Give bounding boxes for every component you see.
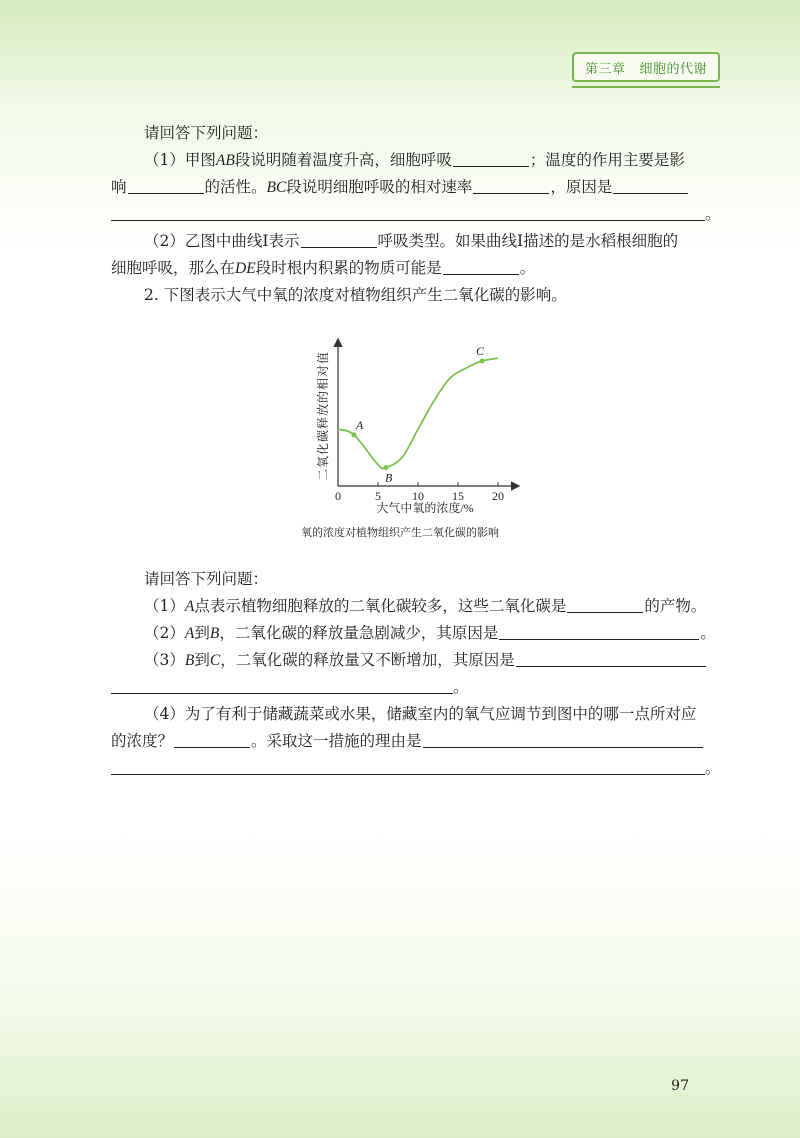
x-tick-label: 15 [452,489,464,503]
q2-sub4-line3: 。 [111,756,717,780]
x-tick-label: 5 [375,489,381,503]
answer-blank[interactable] [473,178,549,194]
q2-sub4-line2: 的浓度？ 。采取这一措施的理由是 [111,729,717,753]
q2-sub3-line2: 。 [111,675,717,699]
answer-blank[interactable] [499,624,699,640]
y-axis-label: 二氧化碳释放的相对值 [316,350,330,482]
answer-blank[interactable] [423,732,703,748]
answer-blank[interactable] [443,259,519,275]
q1-part1-line2: 响 的活性。BC段说明细胞呼吸的相对速率 ，原因是 [111,175,717,200]
answer-blank[interactable] [516,651,706,667]
q1-part1-line3: 。 [111,202,717,226]
q2-sub3-line1: （3）B到C，二氧化碳的释放量又不断增加，其原因是 [111,648,717,673]
q2-sub1: （1）A点表示植物细胞释放的二氧化碳较多，这些二氧化碳是 的产物。 [144,597,707,615]
data-point-label-a: A [356,417,364,432]
page-number: 97 [671,1078,689,1094]
answer-blank[interactable] [111,205,705,221]
answer-blank[interactable] [567,597,643,613]
q2-stem: 2. 下图表示大气中氧的浓度对植物组织产生二氧化碳的影响。 [144,286,567,304]
answer-blank[interactable] [111,759,705,775]
q1-intro: 请回答下列问题： [144,124,269,142]
q1-part1-line1: （1）甲图AB段说明随着温度升高，细胞呼吸 ；温度的作用主要是影 [144,151,685,169]
data-point-label-c: C [476,344,485,359]
answer-blank[interactable] [613,178,688,194]
answer-blank[interactable] [301,232,377,248]
data-point-c [480,359,485,364]
x-tick-label: 0 [335,489,341,503]
co2-oxygen-chart [300,328,530,518]
chapter-header [572,52,720,82]
x-tick-label: 10 [412,489,424,503]
chapter-number: 第三章 [585,61,626,77]
q1-part2-line1: （2）乙图中曲线Ⅰ表示 呼吸类型。如果曲线Ⅰ描述的是水稻根细胞的 [144,232,679,250]
data-point-b [384,465,389,470]
data-point-a [352,432,357,437]
answer-blank[interactable] [453,151,529,167]
q2-sub2: （2）A到B，二氧化碳的释放量急剧减少，其原因是 。 [144,624,716,642]
chart-svg [300,328,530,518]
figure-caption: 氧的浓度对植物组织产生二氧化碳的影响 [301,526,499,539]
answer-blank[interactable] [111,678,453,694]
data-series-line [338,358,498,468]
q1-part2-line2: 细胞呼吸，那么在DE段时根内积累的物质可能是 。 [111,259,536,277]
chapter-title: 细胞的代谢 [639,61,707,77]
q2-sub4-line1: （4）为了有利于储藏蔬菜或水果，储藏室内的氧气应调节到图中的哪一点所对应 [144,705,697,723]
q2-intro: 请回答下列问题： [144,570,269,588]
x-axis-label: 大气中氧的浓度/% [376,501,474,515]
answer-blank[interactable] [128,178,204,194]
answer-blank[interactable] [174,732,250,748]
data-point-label-b: B [385,470,393,485]
x-tick-label: 20 [492,489,504,503]
